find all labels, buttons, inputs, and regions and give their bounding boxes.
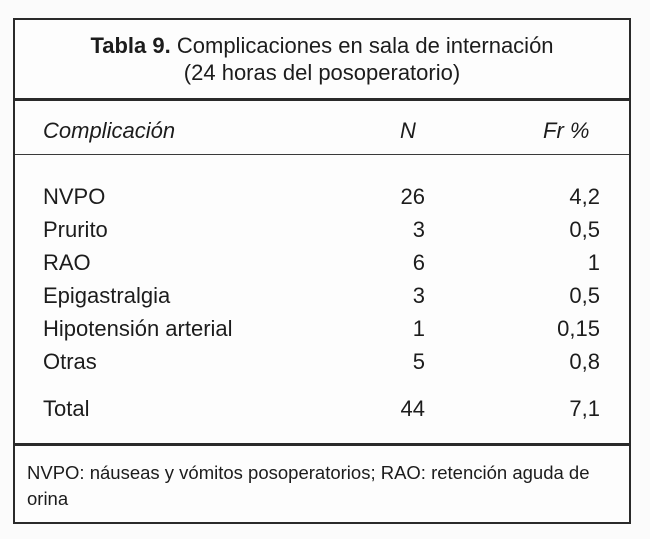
header-rule — [15, 154, 629, 155]
cell-complicacion: Hipotensión arterial — [43, 316, 233, 341]
cell-total-n: 44 — [400, 396, 425, 421]
cell-n: 5 — [412, 349, 425, 374]
cell-complicacion: Prurito — [43, 217, 108, 242]
table-caption — [15, 20, 629, 100]
cell-total-fr: 7,1 — [569, 396, 600, 421]
cell-n: 6 — [412, 250, 425, 275]
cell-fr: 0,5 — [569, 217, 600, 242]
cell-n: 1 — [412, 316, 425, 341]
table-footnote: NVPO: náuseas y vómitos posoperatorios; RAO: retención aguda de orina — [27, 462, 590, 509]
caption-line-2: (24 horas del posoperatorio) — [183, 60, 461, 85]
cell-complicacion: NVPO — [43, 184, 106, 209]
cell-n: 26 — [400, 184, 425, 209]
cell-fr: 0,5 — [569, 283, 600, 308]
caption-rule — [15, 98, 629, 101]
table-row — [15, 283, 629, 313]
header-fr: Fr % — [543, 118, 590, 143]
header-complicacion: Complicación — [43, 118, 176, 143]
caption-line-1 — [15, 32, 629, 59]
cell-fr: 0,15 — [557, 316, 600, 341]
cell-fr: 0,8 — [569, 349, 600, 374]
footer-rule — [15, 443, 629, 446]
caption-text: Complicaciones en sala de internación — [176, 33, 554, 58]
cell-complicacion: Epigastralgia — [43, 283, 171, 308]
cell-n: 3 — [412, 283, 425, 308]
header-n: N — [400, 118, 416, 143]
table-row — [15, 184, 629, 214]
cell-n: 3 — [412, 217, 425, 242]
cell-total-label: Total — [43, 396, 90, 421]
cell-complicacion: RAO — [43, 250, 91, 275]
caption-label: Tabla 9. — [90, 33, 171, 58]
cell-fr: 4,2 — [569, 184, 600, 209]
table-row — [15, 217, 629, 247]
cell-complicacion: Otras — [43, 349, 97, 374]
table-row — [15, 250, 629, 280]
cell-fr: 1 — [587, 250, 600, 275]
table-row — [15, 349, 629, 379]
table-row — [15, 316, 629, 346]
table-frame — [13, 18, 631, 524]
total-row — [15, 396, 629, 426]
